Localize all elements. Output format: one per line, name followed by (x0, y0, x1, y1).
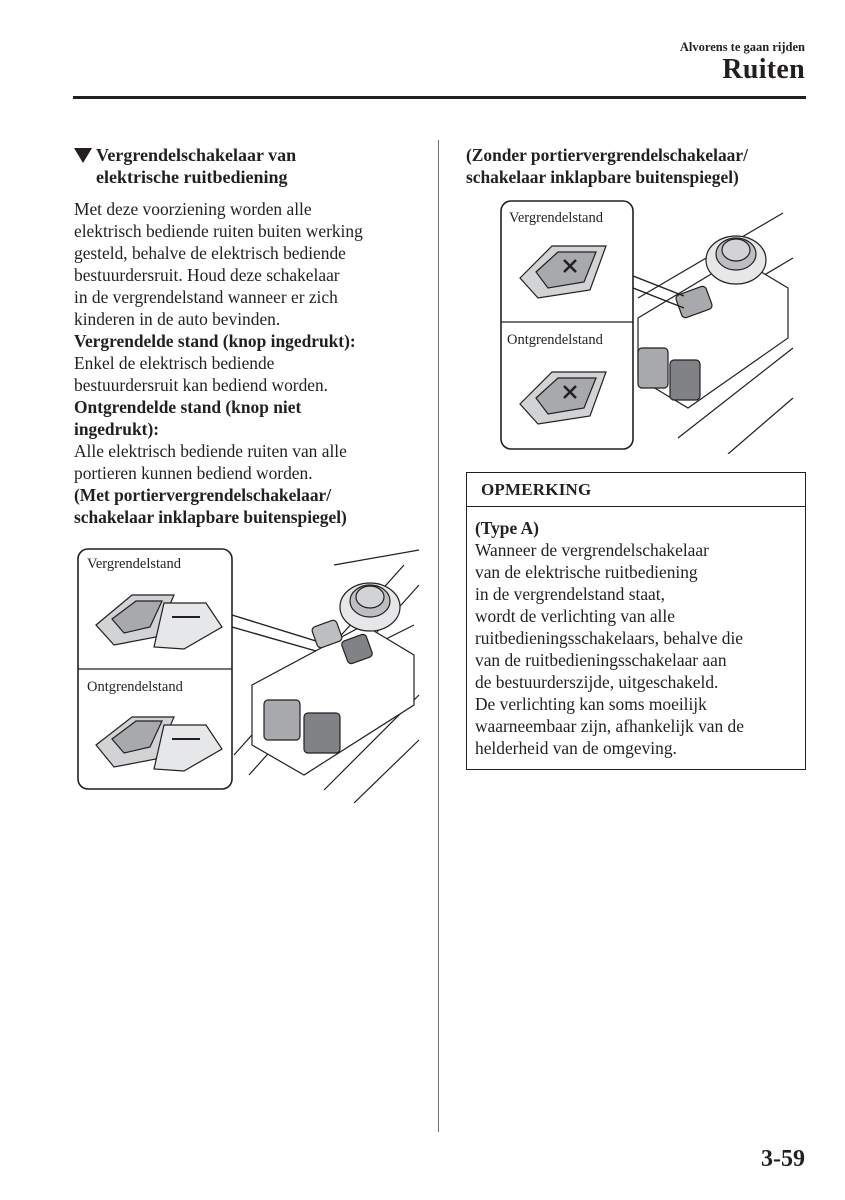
label-unlock-position: Ontgrendelstand (507, 332, 603, 348)
unlocked-position-title: Ontgrendelde stand (knop niet (74, 397, 302, 417)
triangle-marker-icon (74, 148, 92, 163)
note-line: Wanneer de vergrendelschakelaar (475, 540, 709, 560)
note-type: (Type A) (475, 518, 539, 538)
right-column (466, 144, 806, 188)
with-switch-title: (Met portiervergrendelschakelaar/ (74, 485, 332, 505)
note-line: waarneembaar zijn, afhankelijk van de (475, 716, 744, 736)
note-line: De verlichting kan soms moeilijk (475, 694, 707, 714)
note-line: de bestuurderszijde, uitgeschakeld. (475, 672, 719, 692)
page-title: Ruiten (722, 54, 805, 85)
unlocked-position-title: ingedrukt): (74, 419, 160, 439)
locked-position-title: Vergrendelde stand (knop ingedrukt): (74, 331, 356, 351)
switch-panel-illustration (498, 198, 798, 454)
text-line: gesteld, behalve de elektrisch bediende (74, 243, 346, 263)
note-line: wordt de verlichting van alle (475, 606, 675, 626)
note-line: van de ruitbedieningsschakelaar aan (475, 650, 727, 670)
note-body (467, 507, 805, 769)
section-heading-line: Vergrendelschakelaar van (96, 145, 297, 165)
with-switch-title: schakelaar inklapbare buitenspiegel) (74, 507, 347, 527)
header-section: Alvorens te gaan rijden (679, 40, 805, 54)
note-heading: OPMERKING (467, 473, 805, 507)
text-line: Met deze voorziening worden alle (74, 199, 312, 219)
figure-without-door-lock-switch (498, 198, 798, 459)
page-number: 3-59 (761, 1146, 805, 1172)
label-lock-position: Vergrendelstand (509, 210, 603, 226)
text-line: portieren kunnen bediend worden. (74, 463, 313, 483)
text-line: Enkel de elektrisch bediende (74, 353, 275, 373)
note-line: ruitbedieningsschakelaars, behalve die (475, 628, 744, 648)
text-line: kinderen in de auto bevinden. (74, 309, 281, 329)
label-lock-position: Vergrendelstand (87, 556, 181, 572)
text-line: bestuurdersruit kan bediend worden. (74, 375, 329, 395)
figure-with-door-lock-switch (74, 545, 424, 808)
without-switch-title: schakelaar inklapbare buitenspiegel) (466, 167, 739, 187)
text-line: bestuurdersruit. Houd deze schakelaar (74, 265, 340, 285)
header-rule (73, 96, 806, 99)
section-heading-line: elektrische ruitbediening (96, 167, 288, 187)
section-heading (74, 144, 414, 188)
without-switch-title: (Zonder portiervergrendelschakelaar/ (466, 145, 748, 165)
text-line: Alle elektrisch bediende ruiten van alle (74, 441, 347, 461)
note-box (466, 472, 806, 770)
note-line: in de vergrendelstand staat, (475, 584, 665, 604)
text-line: elektrisch bediende ruiten buiten werking (74, 221, 363, 241)
intro-paragraph (74, 198, 414, 528)
note-line: van de elektrische ruitbediening (475, 562, 698, 582)
text-line: in de vergrendelstand wanneer er zich (74, 287, 338, 307)
column-divider (438, 140, 439, 1132)
switch-panel-illustration (74, 545, 424, 803)
label-unlock-position: Ontgrendelstand (87, 679, 183, 695)
note-line: helderheid van de omgeving. (475, 738, 677, 758)
left-column (74, 144, 414, 528)
